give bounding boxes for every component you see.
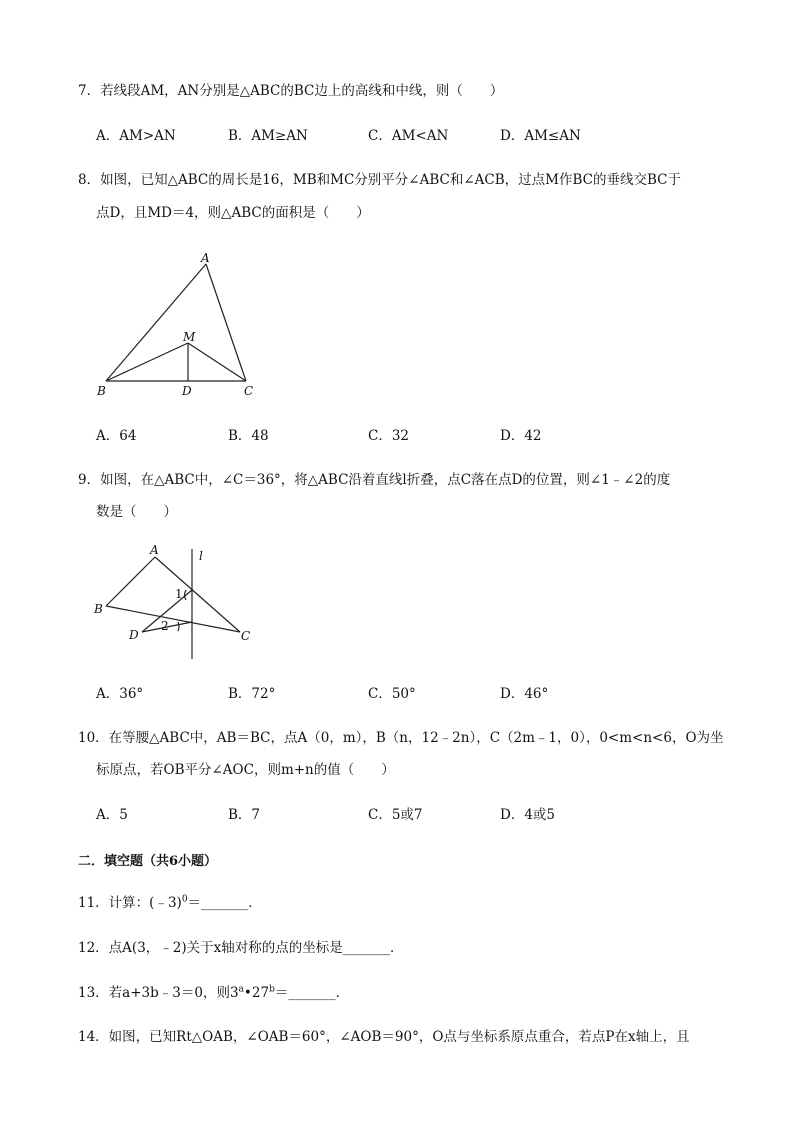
q9-stem-line2: 数是（ ） bbox=[96, 504, 177, 520]
q9-label-b: B bbox=[94, 602, 103, 616]
q11-stem bbox=[78, 893, 262, 913]
q9-label-l: l bbox=[199, 549, 203, 563]
q13-prefix: 13．若a+3b﹣3＝0，则3 bbox=[78, 985, 239, 1001]
q10-option-b[interactable]: B．7 bbox=[228, 807, 261, 823]
q13-exponent-a: a bbox=[238, 984, 244, 995]
q9-label-c: C bbox=[241, 629, 251, 643]
q7-option-b[interactable]: B．AM≥AN bbox=[228, 128, 308, 144]
q9-angle2-arc bbox=[178, 622, 179, 631]
q9-side-bc bbox=[106, 606, 240, 632]
q9-option-a[interactable]: A．36° bbox=[96, 686, 144, 702]
q8-label-c: C bbox=[244, 384, 254, 398]
q8-option-b[interactable]: B．48 bbox=[228, 428, 269, 444]
q10-option-d[interactable]: D．4或5 bbox=[500, 807, 556, 823]
q10-option-c[interactable]: C．5或7 bbox=[368, 807, 423, 823]
q8-label-m: M bbox=[183, 330, 196, 344]
q13-answer-blank[interactable]: ＝_______． bbox=[274, 985, 350, 1001]
q8-label-a: A bbox=[201, 251, 210, 265]
q9-option-d[interactable]: D．46° bbox=[500, 686, 549, 702]
q8-option-a[interactable]: A．64 bbox=[96, 428, 137, 444]
q8-label-b: B bbox=[97, 384, 106, 398]
q9-side-ab bbox=[106, 557, 155, 606]
q9-option-b[interactable]: B．72° bbox=[228, 686, 276, 702]
q9-label-angle1: 1 bbox=[175, 587, 183, 601]
q8-stem-line1: 8．如图，已知△ABC的周长是16，MB和MC分别平分∠ABC和∠ACB，过点M作BC的垂线交BC于 bbox=[78, 172, 681, 188]
q9-label-a: A bbox=[150, 543, 159, 557]
q11-prefix: 11．计算：(﹣3) bbox=[78, 895, 182, 911]
q10-stem-line2: 标原点，若OB平分∠AOC，则m+n的值（ ） bbox=[96, 762, 395, 778]
q9-option-c[interactable]: C．50° bbox=[368, 686, 416, 702]
q7-stem: 7．若线段AM，AN分别是△ABC的BC边上的高线和中线，则（ ） bbox=[78, 83, 504, 99]
q8-label-d: D bbox=[182, 384, 192, 398]
q7-option-c[interactable]: C．AM<AN bbox=[368, 128, 449, 144]
q9-label-angle2: 2 bbox=[161, 619, 169, 633]
q13-mid: •27 bbox=[243, 985, 270, 1001]
q8-stem-line2: 点D，且MD＝4，则△ABC的面积是（ ） bbox=[96, 205, 370, 221]
q8-option-c[interactable]: C．32 bbox=[368, 428, 410, 444]
q14-stem: 14．如图，已知Rt△OAB，∠OAB＝60°，∠AOB＝90°，O点与坐标系原点重合，若点P在x轴上，且 bbox=[78, 1029, 690, 1045]
q7-option-a[interactable]: A．AM>AN bbox=[96, 128, 176, 144]
q13-stem bbox=[78, 983, 349, 1003]
q11-exponent: 0 bbox=[181, 894, 188, 905]
q10-stem-line1: 10．在等腰△ABC中，AB＝BC，点A（0，m），B（n，12﹣2n），C（2m﹣1，0），0<m<n<6，O为坐 bbox=[78, 730, 724, 746]
q9-stem-line1: 9．如图，在△ABC中，∠C＝36°，将△ABC沿着直线l折叠，点C落在点D的位置，则∠1﹣∠2的度 bbox=[78, 472, 671, 488]
q9-label-d: D bbox=[129, 628, 139, 642]
section-heading-fill-in: 二．填空题（共6小题） bbox=[78, 854, 218, 869]
q12-stem: 12．点A(3，﹣2)关于x轴对称的点的坐标是_______． bbox=[78, 940, 404, 956]
q10-option-a[interactable]: A．5 bbox=[96, 807, 128, 823]
q13-exponent-b: b bbox=[269, 984, 275, 995]
q8-option-d[interactable]: D．42 bbox=[500, 428, 542, 444]
q7-option-d[interactable]: D．AM≤AN bbox=[500, 128, 581, 144]
q11-answer-blank[interactable]: ＝_______． bbox=[187, 895, 262, 911]
